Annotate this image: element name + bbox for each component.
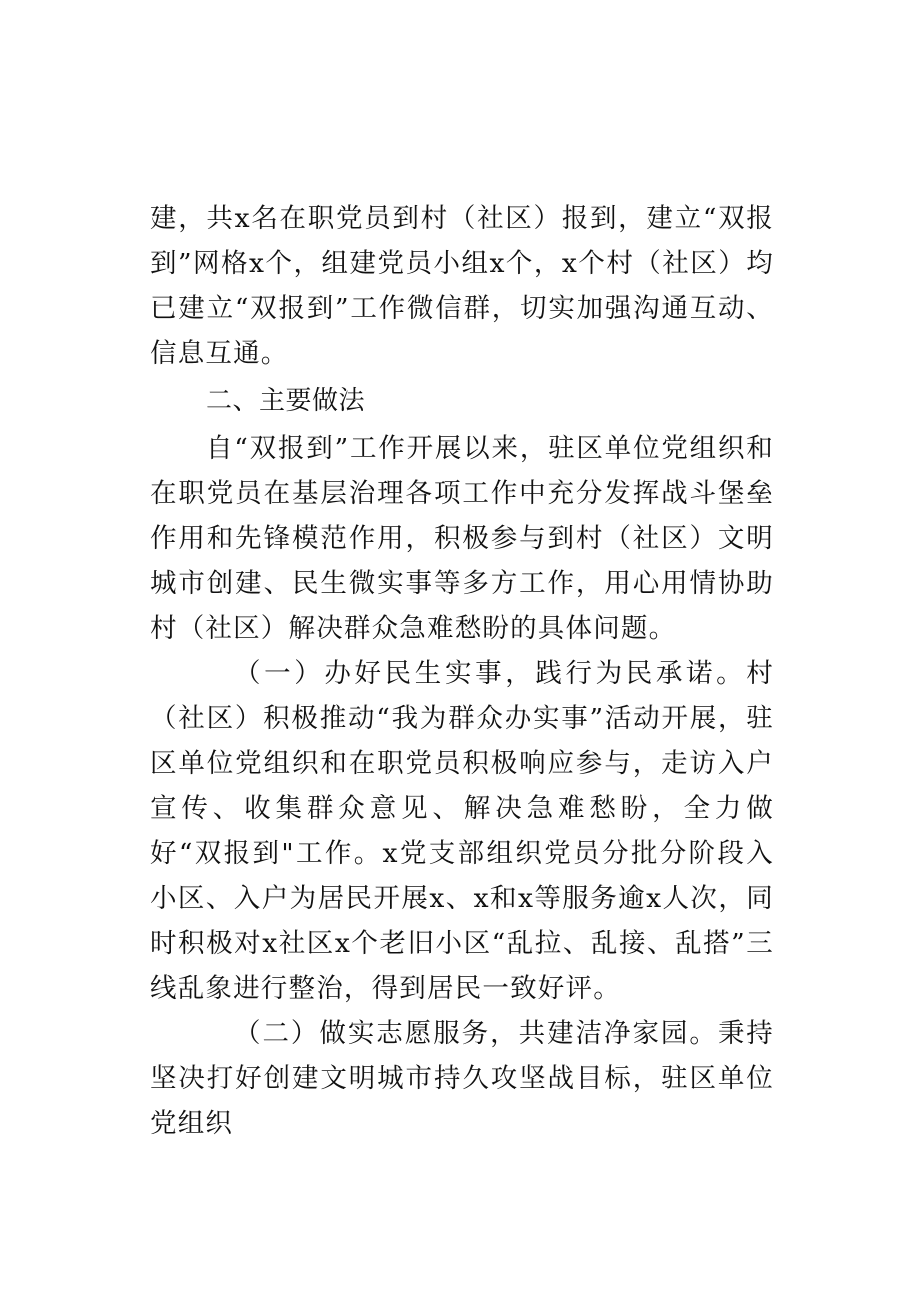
paragraph-main-practices-overview: 自“双报到”工作开展以来，驻区单位党组织和在职党员在基层治理各项工作中充分发挥战斗堡垒作用和先锋模范作用，积极参与到村（社区）文明城市创建、民生微实事等多方工作，用心用情协助村（社区）解决群众急难愁盼的具体问题。	[150, 433, 774, 644]
document-body	[150, 196, 774, 1146]
paragraph-subsection-volunteer: （二）做实志愿服务，共建洁净家园。秉持坚决打好创建文明城市持久攻坚战目标，驻区单位党组织	[150, 1018, 774, 1139]
section-heading-main-practices: 二、主要做法	[206, 386, 366, 416]
paragraph-intro-continuation: 建，共x名在职党员到村（社区）报到，建立“双报到”网格x个，组建党员小组x个，x个村（社区）均已建立“双报到”工作微信群，切实加强沟通互动、信息互通。	[150, 203, 774, 369]
paragraph-subsection-livelihood: （一）办好民生实事，践行为民承诺。村（社区）积极推动“我为群众办实事”活动开展，驻区单位党组织和在职党员积极响应参与，走访入户宣传、收集群众意见、解决急难愁盼，全力做好“双报到"工作。x党支部组织党员分批分阶段入小区、入户为居民开展x、x和x等服务逾x人次，同时积极对x社区x个老旧小区“乱拉、乱接、乱搭”三线乱象进行整治，得到居民一致好评。	[150, 658, 774, 1004]
